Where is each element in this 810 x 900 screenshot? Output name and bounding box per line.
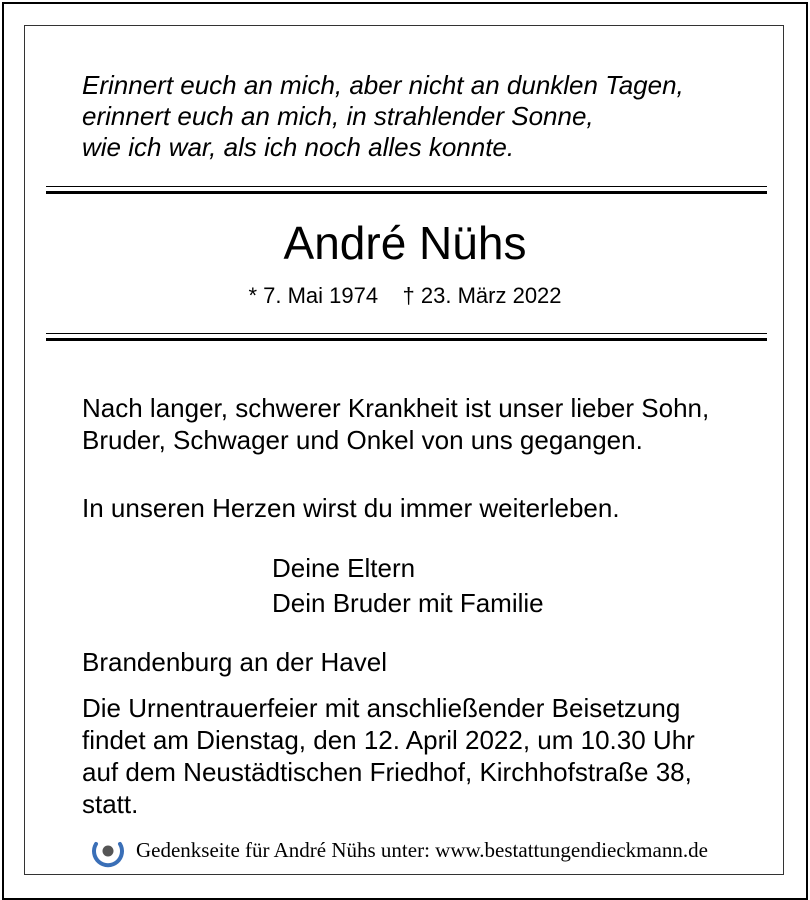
mourner-line: Dein Bruder mit Familie bbox=[272, 588, 544, 618]
divider-bottom-thick bbox=[46, 338, 767, 341]
divider-bottom-thin bbox=[46, 333, 767, 334]
ceremony-line: statt. bbox=[82, 789, 139, 819]
message-line: Bruder, Schwager und Onkel von uns gegangen. bbox=[82, 425, 643, 455]
divider-top-thick bbox=[46, 191, 767, 194]
ceremony-line: auf dem Neustädtischen Friedhof, Kirchhofstraße 38, bbox=[82, 757, 692, 787]
ceremony-line: Die Urnentrauerfeier mit anschließender Beisetzung bbox=[82, 693, 681, 723]
mourner-line: Deine Eltern bbox=[272, 553, 416, 583]
poem-line: wie ich war, als ich noch alles konnte. bbox=[82, 132, 515, 162]
poem-line: Erinnert euch an mich, aber nicht an dunklen Tagen, bbox=[82, 70, 684, 100]
birth-date: * 7. Mai 1974 bbox=[248, 283, 379, 308]
death-date: † 23. März 2022 bbox=[402, 283, 562, 308]
memorial-logo-icon bbox=[90, 832, 126, 868]
divider-top-thin bbox=[46, 186, 767, 187]
memorial-link-text[interactable]: Gedenkseite für André Nühs unter: www.bestattungendieckmann.de bbox=[136, 837, 708, 862]
poem-line: erinnert euch an mich, in strahlender Sonne, bbox=[82, 101, 594, 131]
memorial-footer bbox=[90, 830, 708, 870]
ceremony-line: findet am Dienstag, den 12. April 2022, um 10.30 Uhr bbox=[82, 725, 695, 755]
poem bbox=[82, 70, 684, 163]
message-line: Nach langer, schwerer Krankheit ist unser lieber Sohn, bbox=[82, 393, 710, 423]
deceased-name: André Nühs bbox=[283, 217, 527, 269]
place-line: Brandenburg an der Havel bbox=[82, 647, 387, 677]
life-dates bbox=[0, 282, 810, 310]
remembrance-line: In unseren Herzen wirst du immer weiterleben. bbox=[82, 493, 620, 523]
